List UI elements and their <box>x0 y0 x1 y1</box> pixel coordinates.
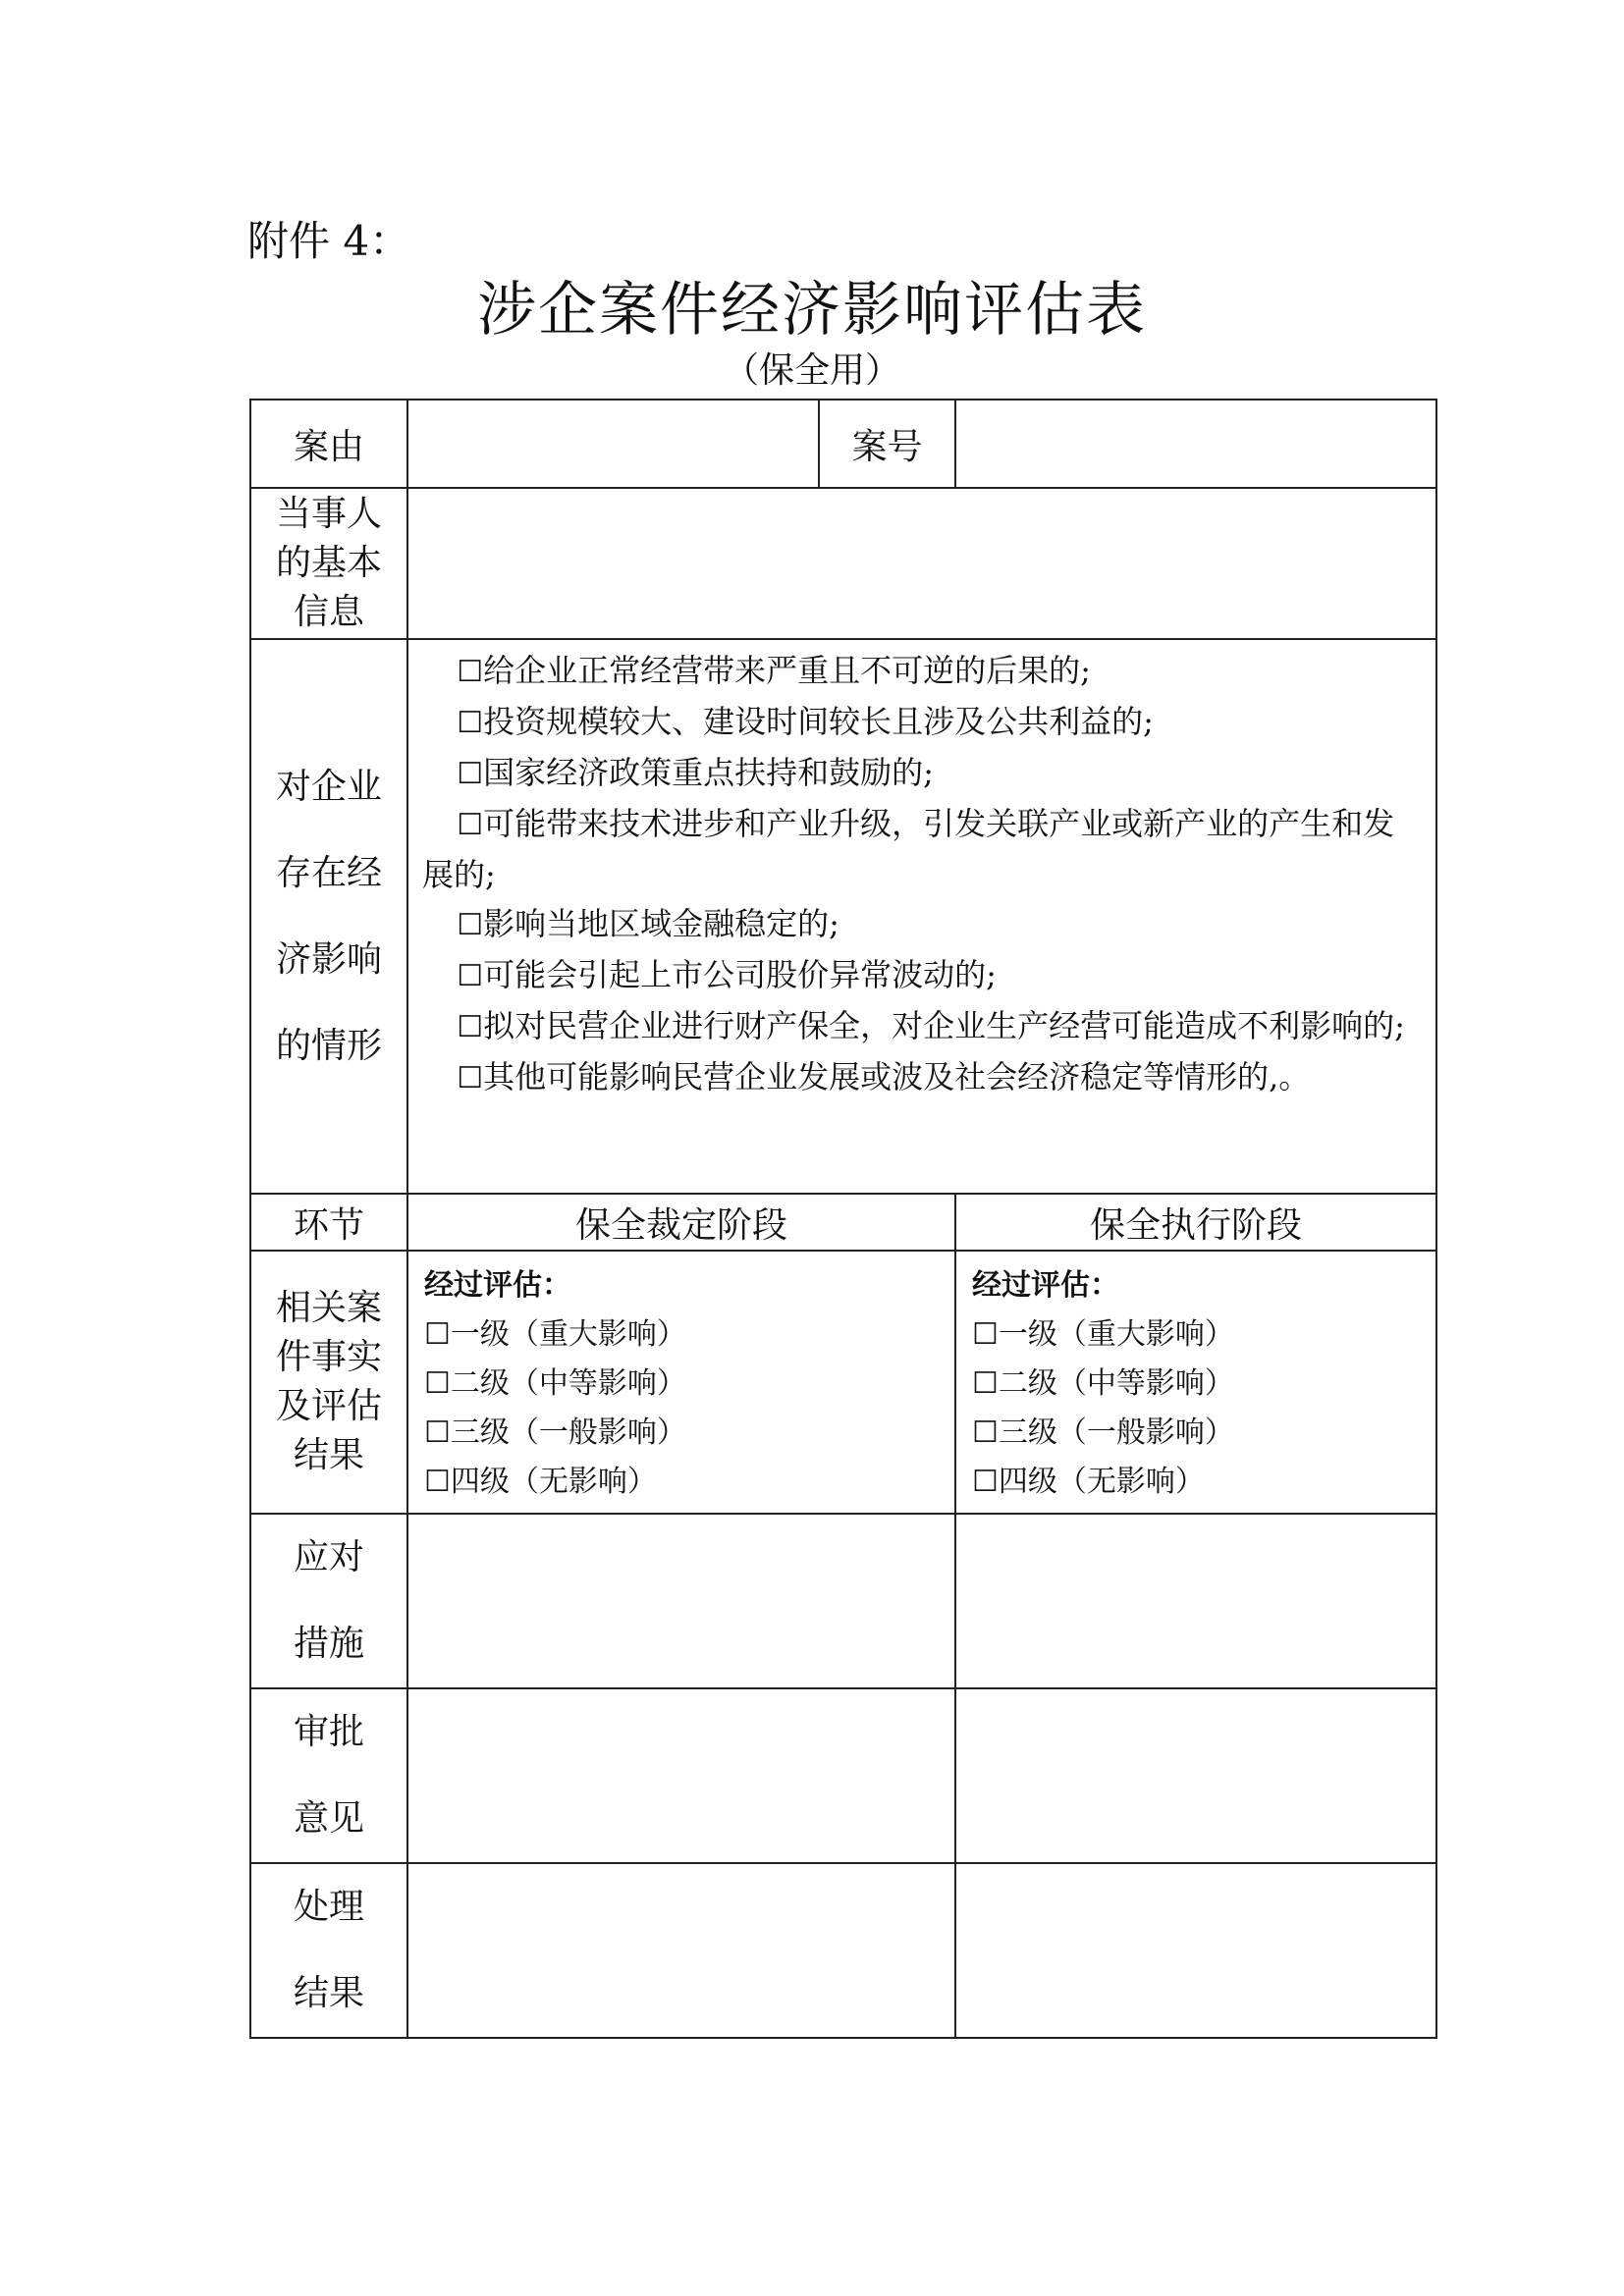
level-option <box>972 1360 1426 1409</box>
situation-option <box>422 950 1426 1001</box>
level-option-text: 一级（重大影响） <box>998 1317 1234 1352</box>
measures-label-line: 应对 <box>293 1537 364 1577</box>
result-label <box>250 1863 407 2038</box>
measures-execution-field[interactable] <box>955 1514 1436 1688</box>
situation-option-text: 可能带来技术进步和产业升级，引发关联产业或新产业的产生和发展的; <box>422 805 1395 893</box>
result-label-line: 结果 <box>293 1973 364 2013</box>
level-option-text: 三级（一般影响） <box>998 1415 1234 1450</box>
stage-ruling-header: 保全裁定阶段 <box>407 1194 955 1251</box>
checkbox[interactable]: ☐ <box>424 1465 451 1499</box>
facts-label-line: 结果 <box>293 1435 364 1475</box>
situation-option <box>422 799 1426 899</box>
party-info-label-line: 当事人 <box>275 494 382 534</box>
facts-label <box>250 1251 407 1514</box>
case-number-label: 案号 <box>819 400 955 488</box>
facts-label-line: 及评估 <box>275 1386 382 1426</box>
ruling-evaluation <box>407 1251 955 1514</box>
checkbox[interactable]: ☐ <box>457 706 484 740</box>
checkbox[interactable]: ☐ <box>424 1366 451 1401</box>
level-option-text: 二级（中等影响） <box>450 1366 686 1401</box>
row-party-info <box>250 488 1436 639</box>
approval-label <box>250 1688 407 1863</box>
level-option <box>424 1360 945 1409</box>
level-option <box>972 1310 1426 1360</box>
situation-option <box>422 646 1426 697</box>
result-label-line: 处理 <box>293 1887 364 1927</box>
situations-options <box>407 639 1436 1194</box>
measures-label-line: 措施 <box>293 1624 364 1664</box>
row-result <box>250 1863 1436 2038</box>
situation-option <box>422 748 1426 799</box>
row-measures <box>250 1514 1436 1688</box>
level-option-text: 四级（无影响） <box>450 1465 657 1499</box>
row-stage <box>250 1194 1436 1251</box>
checkbox[interactable]: ☐ <box>457 1061 484 1095</box>
situation-option-text: 其他可能影响民营企业发展或波及社会经济稳定等情形的,。 <box>483 1058 1311 1095</box>
situation-option <box>422 1001 1426 1052</box>
row-approval <box>250 1688 1436 1863</box>
level-option <box>424 1409 945 1458</box>
row-evaluation <box>250 1251 1436 1514</box>
level-option <box>972 1458 1426 1507</box>
checkbox[interactable]: ☐ <box>424 1317 451 1352</box>
stage-label: 环节 <box>250 1194 407 1251</box>
checkbox[interactable]: ☐ <box>457 1010 484 1044</box>
facts-label-line: 件事实 <box>275 1337 382 1377</box>
level-option <box>972 1409 1426 1458</box>
evaluation-heading: 经过评估： <box>972 1268 1119 1303</box>
checkbox[interactable]: ☐ <box>424 1415 451 1450</box>
level-option <box>424 1458 945 1507</box>
situations-label-line: 对企业 <box>275 766 382 807</box>
measures-ruling-field[interactable] <box>407 1514 955 1688</box>
checkbox[interactable]: ☐ <box>457 808 484 842</box>
checkbox[interactable]: ☐ <box>457 655 484 689</box>
stage-execution-header: 保全执行阶段 <box>955 1194 1436 1251</box>
checkbox[interactable]: ☐ <box>457 908 484 942</box>
approval-ruling-field[interactable] <box>407 1688 955 1863</box>
execution-evaluation <box>955 1251 1436 1514</box>
row-situations <box>250 639 1436 1194</box>
situation-option-text: 可能会引起上市公司股价异常波动的; <box>483 956 997 993</box>
case-cause-label: 案由 <box>250 400 407 488</box>
situations-label-line: 济影响 <box>275 938 382 980</box>
attachment-label: 附件 4： <box>247 217 411 265</box>
situation-option-text: 拟对民营企业进行财产保全，对企业生产经营可能造成不利影响的; <box>483 1007 1405 1044</box>
situation-option-text: 影响当地区域金融稳定的; <box>483 905 839 942</box>
checkbox[interactable]: ☐ <box>457 959 484 993</box>
situation-option-text: 投资规模较大、建设时间较长且涉及公共利益的; <box>483 703 1154 740</box>
facts-label-line: 相关案 <box>275 1288 382 1328</box>
checkbox[interactable]: ☐ <box>972 1366 999 1401</box>
level-option-text: 三级（一般影响） <box>450 1415 686 1450</box>
assessment-table <box>249 399 1437 2039</box>
approval-execution-field[interactable] <box>955 1688 1436 1863</box>
situation-option <box>422 899 1426 950</box>
party-info-label-line: 信息 <box>293 592 364 632</box>
situations-label <box>250 639 407 1194</box>
result-ruling-field[interactable] <box>407 1863 955 2038</box>
checkbox[interactable]: ☐ <box>972 1415 999 1450</box>
party-info-label-line: 的基本 <box>275 543 382 583</box>
case-cause-field[interactable] <box>407 400 819 488</box>
case-number-field[interactable] <box>955 400 1436 488</box>
situation-option-text: 国家经济政策重点扶持和鼓励的; <box>483 754 934 791</box>
checkbox[interactable]: ☐ <box>457 757 484 791</box>
approval-label-line: 意见 <box>293 1798 364 1839</box>
row-case <box>250 400 1436 488</box>
form-subtitle: （保全用） <box>723 350 900 391</box>
evaluation-heading: 经过评估： <box>424 1268 571 1303</box>
situation-option <box>422 697 1426 748</box>
checkbox[interactable]: ☐ <box>972 1465 999 1499</box>
checkbox[interactable]: ☐ <box>972 1317 999 1352</box>
situation-option-text: 给企业正常经营带来严重且不可逆的后果的; <box>483 652 1091 689</box>
situations-label-line: 的情形 <box>275 1025 382 1066</box>
approval-label-line: 审批 <box>293 1712 364 1752</box>
situation-option <box>422 1052 1426 1103</box>
situations-label-line: 存在经 <box>275 852 382 893</box>
level-option <box>424 1310 945 1360</box>
level-option-text: 一级（重大影响） <box>450 1317 686 1352</box>
form-title: 涉企案件经济影响评估表 <box>477 276 1147 345</box>
level-option-text: 四级（无影响） <box>998 1465 1205 1499</box>
party-info-field[interactable] <box>407 488 1436 639</box>
result-execution-field[interactable] <box>955 1863 1436 2038</box>
level-option-text: 二级（中等影响） <box>998 1366 1234 1401</box>
measures-label <box>250 1514 407 1688</box>
party-info-label <box>250 488 407 639</box>
